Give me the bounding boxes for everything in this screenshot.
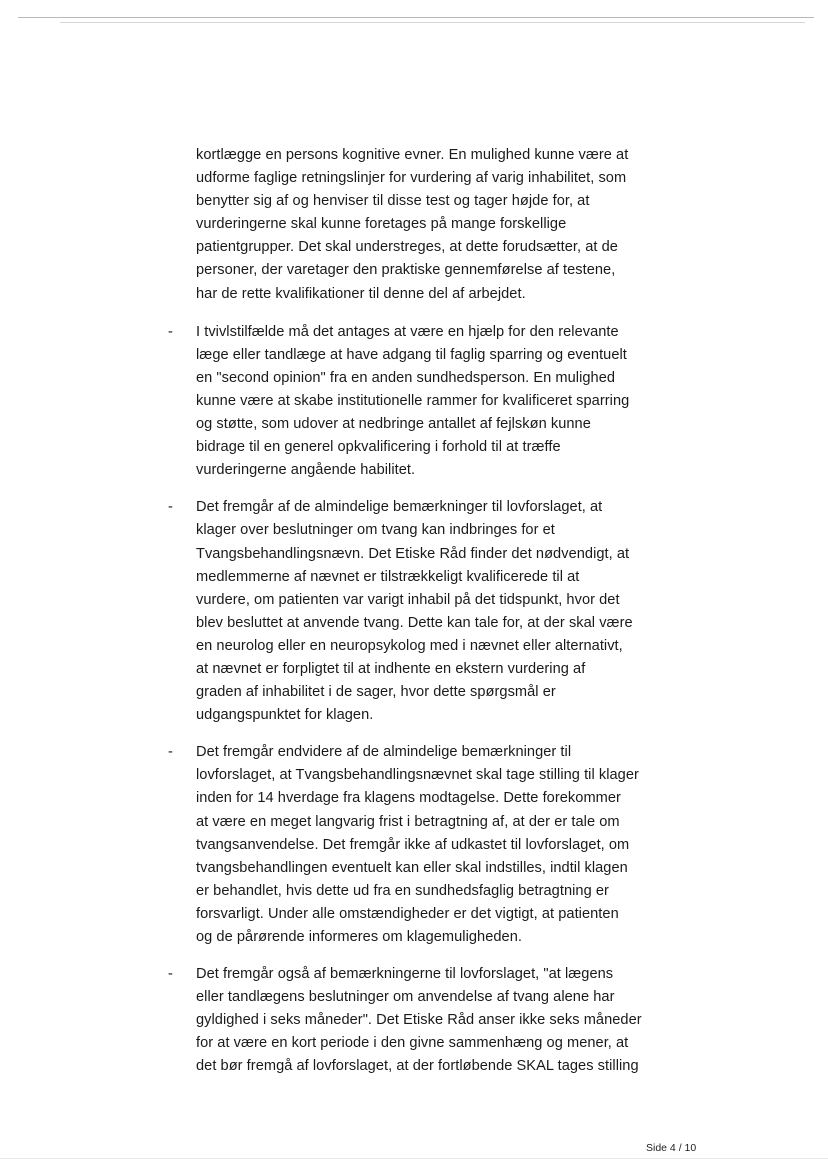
text-line: det bør fremgå af lovforslaget, at der fortløbende SKAL tages stilling xyxy=(196,1058,639,1075)
text-line: Det fremgår også af bemærkningerne til lovforslaget, "at lægens xyxy=(196,966,614,983)
text-line: er behandlet, hvis dette ud fra en sundhedsfaglig betragtning er xyxy=(196,882,609,899)
text-line: medlemmerne af nævnet er tilstrækkeligt kvalificerede til at xyxy=(196,568,580,585)
scan-border-top-secondary xyxy=(60,22,805,23)
text-line: kortlægge en persons kognitive evner. En mulighed kunne være at xyxy=(196,147,629,163)
bullet-item xyxy=(168,321,656,483)
text-line: at være en meget langvarig frist i betragtning af, at der er tale om xyxy=(196,813,620,830)
text-line: bidrage til en generel opkvalificering i forhold til at træffe xyxy=(196,439,561,456)
text-line: I tvivlstilfælde må det antages at være en hjælp for den relevante xyxy=(196,323,619,340)
document-body xyxy=(168,144,656,1093)
text-line: tvangsbehandlingen eventuelt kan eller skal indstilles, indtil klagen xyxy=(196,859,628,876)
text-line: for at være en kort periode i den givne sammenhæng og mener, at xyxy=(196,1035,629,1052)
text-line: graden af inhabilitet i de sager, hvor dette spørgsmål er xyxy=(196,684,556,701)
text-line: en neurolog eller en neuropsykolog med i nævnet eller alternativt, xyxy=(196,637,623,654)
text-line: patientgrupper. Det skal understreges, at dette forudsætter, at de xyxy=(196,239,618,256)
scan-border-top xyxy=(18,17,814,18)
text-line: Tvangsbehandlingsnævn. Det Etiske Råd finder det nødvendigt, at xyxy=(196,545,630,562)
text-line: blev besluttet at anvende tvang. Dette kan tale for, at der skal være xyxy=(196,614,633,631)
text-line: Det fremgår endvidere af de almindelige bemærkninger til xyxy=(196,744,572,761)
text-line: vurderingerne angående habilitet. xyxy=(196,462,416,479)
bullet-dash: - xyxy=(168,323,173,340)
intro-paragraph xyxy=(196,144,656,306)
text-line: har de rette kvalifikationer til denne del af arbejdet. xyxy=(196,285,526,302)
text-line: Det fremgår af de almindelige bemærkninger til lovforslaget, at xyxy=(196,499,603,516)
bullet-dash: - xyxy=(168,966,173,983)
text-line: gyldighed i seks måneder". Det Etiske Råd anser ikke seks måneder xyxy=(196,1012,642,1029)
bullet-dash: - xyxy=(168,499,173,516)
text-line: kunne være at skabe institutionelle rammer for kvalificeret sparring xyxy=(196,392,630,409)
text-line: vurderingerne skal kunne foretages på mange forskellige xyxy=(196,216,567,233)
text-line: udforme faglige retningslinjer for vurdering af varig inhabilitet, som xyxy=(196,170,627,187)
text-line: at nævnet er forpligtet til at indhente en ekstern vurdering af xyxy=(196,660,586,677)
text-line: læge eller tandlæge at have adgang til faglig sparring og eventuelt xyxy=(196,346,627,363)
text-line: tvangsanvendelse. Det fremgår ikke af udkastet til lovforslaget, om xyxy=(196,836,630,853)
text-line: benytter sig af og henviser til disse test og tager højde for, at xyxy=(196,193,590,210)
text-line: lovforslaget, at Tvangsbehandlingsnævnet skal tage stilling til klager xyxy=(196,767,639,784)
text-line: forsvarligt. Under alle omstændigheder er det vigtigt, at patienten xyxy=(196,905,619,922)
text-line: inden for 14 hverdage fra klagens modtagelse. Dette forekommer xyxy=(196,790,621,807)
scan-border-bottom xyxy=(0,1158,828,1159)
text-line: personer, der varetager den praktiske gennemførelse af testene, xyxy=(196,262,616,279)
bullet-item xyxy=(168,741,656,949)
page-number: Side 4 / 10 xyxy=(646,1142,697,1154)
bullet-list xyxy=(168,321,656,1079)
text-line: vurdere, om patienten var varigt inhabil på det tidspunkt, hvor det xyxy=(196,591,620,608)
text-line: og de pårørende informeres om klagemuligheden. xyxy=(196,929,522,945)
text-line: en "second opinion" fra en anden sundhedsperson. En mulighed xyxy=(196,369,616,386)
text-line: eller tandlægens beslutninger om anvendelse af tvang alene har xyxy=(196,989,615,1006)
text-line: og støtte, som udover at nedbringe antallet af fejlskøn kunne xyxy=(196,416,591,433)
bullet-item xyxy=(168,496,656,727)
bullet-dash: - xyxy=(168,744,173,761)
text-line: udgangspunktet for klagen. xyxy=(196,707,374,724)
bullet-item xyxy=(168,963,656,1078)
text-line: klager over beslutninger om tvang kan indbringes for et xyxy=(196,522,555,539)
